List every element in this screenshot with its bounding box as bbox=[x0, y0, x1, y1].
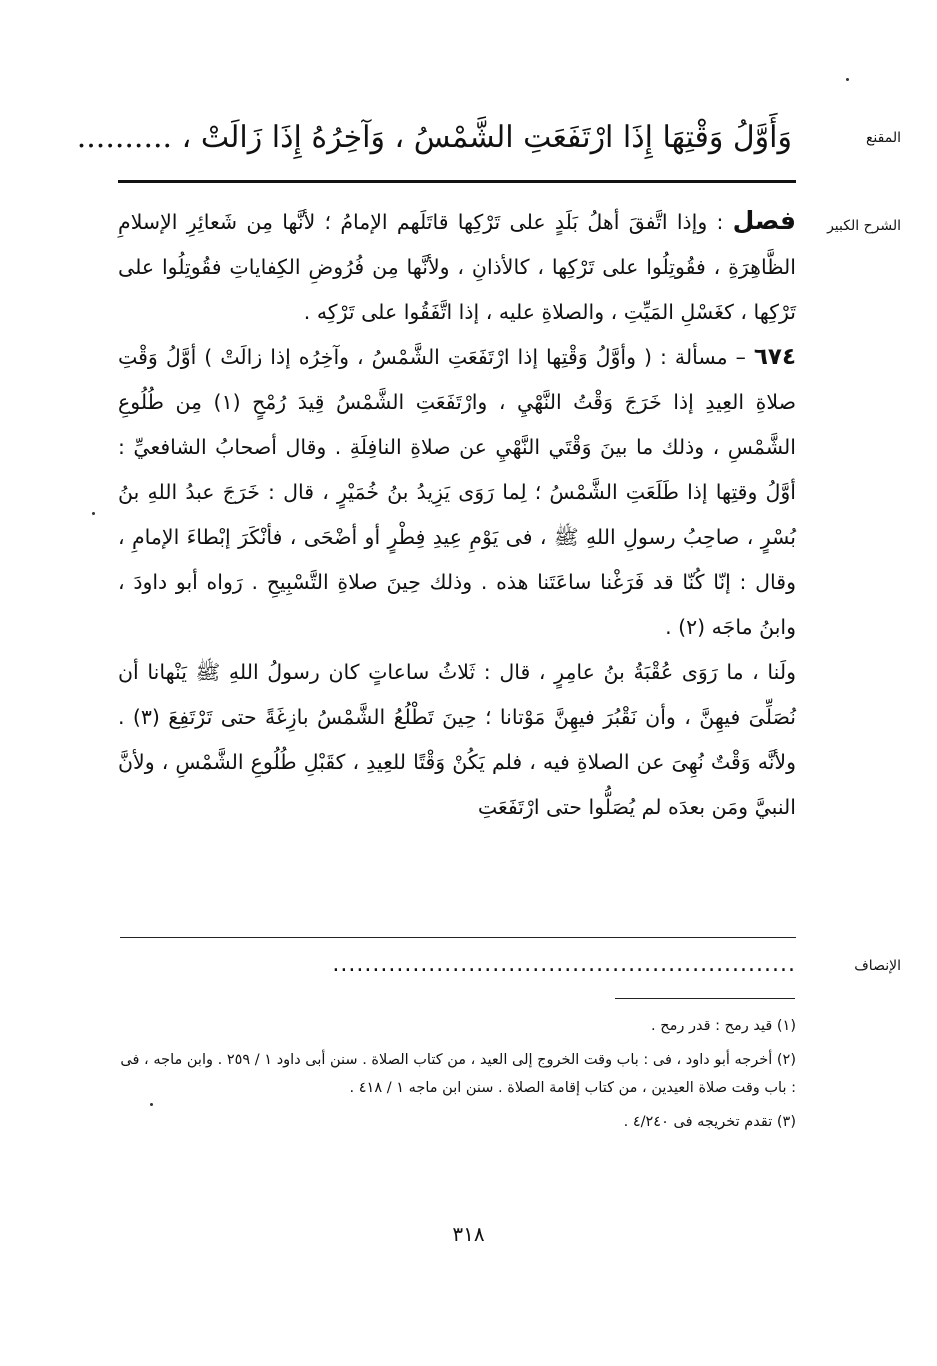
sharh-body bbox=[118, 198, 796, 830]
footnote-3: (٣) تقدم تخريجه فى ٤/٢٤٠ . bbox=[623, 1114, 796, 1130]
fasl-paragraph bbox=[118, 198, 796, 335]
footnotes bbox=[118, 1012, 796, 1142]
footnote-divider bbox=[615, 998, 795, 999]
footnote-1: (١) قيد رمح : قدر رمح . bbox=[651, 1018, 796, 1034]
fasl-heading: فصل bbox=[732, 206, 796, 235]
sharh-label: الشرح الكبير bbox=[827, 218, 901, 234]
insaf-dots: .......................................................... bbox=[332, 952, 796, 977]
scan-speck bbox=[92, 512, 95, 515]
scan-speck bbox=[846, 78, 849, 81]
fasl-text: : وإذا اتَّفقَ أهلُ بَلَدٍ على تَرْكِها قاتَلَهم الإمامُ ؛ لأنَّها مِن شَعائِرِ الإسلامِ الظَّاهِرَةِ ، فقُوتِلُوا على تَرْكِها ، كالأذانِ ، ولأنَّها مِن فُرُوضِ الكِفاياتِ فقُوتِلُوا على تَرْكِها ، كغَسْلِ المَيِّتِ ، والصلاةِ عليه ، إذا اتَّفَقُوا على تَرْكِه . bbox=[118, 210, 796, 324]
insaf-divider bbox=[120, 937, 796, 938]
masala-paragraph bbox=[118, 335, 796, 650]
masala-text: – مسألة : ( وأوَّلُ وَقْتِها إذا ارْتَفَعَتِ الشَّمْسُ ، وآخِرُه إذا زالَتْ ) أوَّلُ وَقْتِ صلاةِ العِيدِ إذا خَرَجَ وَقْتُ النَّهْيِ ، وارْتَفَعَتِ الشَّمْسُ قِيدَ رُمْحٍ (١) مِن طُلُوعِ الشَّمْسِ ، وذلك ما بينَ وَقْتَي النَّهْيِ عن صلاةِ النافِلَةِ . وقال أصحابُ الشافعيِّ : أوَّلُ وقتِها إذا طَلَعَتِ الشَّمْسُ ؛ لِما رَوَى يَزِيدُ بنُ خُمَيْرٍ ، قال : خَرَجَ عبدُ اللهِ بنُ بُسْرٍ ، صاحِبُ رسولِ اللهِ ﷺ ، فى يَوْمِ عِيدِ فِطْرٍ أو أضْحَى ، فأنْكَرَ إبْطاءَ الإمامِ ، وقال : إنّا كُنّا قد فَرَغْنا ساعَتَنا هذه . وذلك حِينَ صلاةِ التَّسْبِيحِ . رَواه أبو داودَ ، وابنُ ماجَه (٢) . bbox=[118, 345, 796, 639]
masala-number: ٦٧٤ bbox=[753, 344, 796, 370]
insaf-label: الإنصاف bbox=[854, 958, 901, 974]
evidence-paragraph: ولَنا ، ما رَوَى عُقْبَةُ بنُ عامِرٍ ، قال : ثَلاثُ ساعاتٍ كان رسولُ اللهِ ﷺ يَنْهانا أن نُصَلِّىَ فيهِنَّ ، وأن نَقْبُرَ فيهِنَّ مَوْتانا ؛ حِينَ تَطْلُعُ الشَّمْسُ بازِغَةً حتى تَرْتَفِعَ (٣) . ولأنَّه وَقْتٌ نُهِىَ عن الصلاةِ فيه ، فلم يَكُنْ وَقْتًا للعِيدِ ، كقَبْلِ طُلُوعِ الشَّمْسِ ، ولأنَّ النبيَّ ومَن بعدَه لم يُصَلُّوا حتى ارْتَفَعَتِ bbox=[118, 660, 797, 819]
matn-line: وَأَوَّلُ وَقْتِهَا إِذَا ارْتَفَعَتِ الشَّمْسُ ، وَآخِرُهُ إِذَا زَالَتْ ، .......... bbox=[76, 120, 792, 155]
page-number: ٣١٨ bbox=[452, 1222, 485, 1246]
footnote-2: (٢) أخرجه أبو داود ، فى : باب وقت الخروج إلى العيد ، من كتاب الصلاة . سنن أبى داود ١ / ٢٥٩ . وابن ماجه ، فى : باب وقت صلاة العيدين ، من كتاب إقامة الصلاة . سنن ابن ماجه ١ / ٤١٨ . bbox=[120, 1052, 796, 1096]
muqni-label: المقنع bbox=[865, 130, 901, 146]
matn-divider bbox=[118, 180, 796, 183]
